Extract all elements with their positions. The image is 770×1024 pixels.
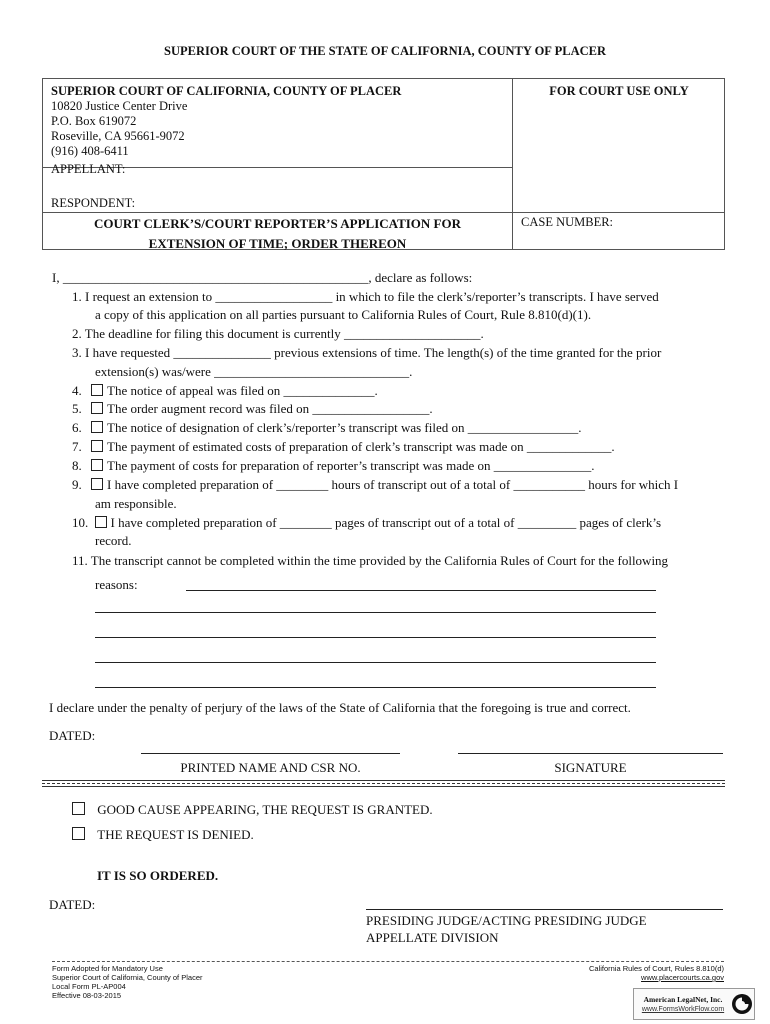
signature-line[interactable] bbox=[458, 753, 723, 754]
footer-line: Effective 08-03-2015 bbox=[52, 991, 122, 1000]
reasons-line[interactable] bbox=[95, 687, 656, 688]
court-phone: (916) 408-6411 bbox=[51, 144, 129, 158]
item-5-text: The order augment record was filed on __________________. bbox=[107, 401, 433, 416]
court-address-line: Roseville, CA 95661-9072 bbox=[51, 129, 185, 143]
item-5 bbox=[72, 401, 433, 417]
footer-line: California Rules of Court, Rules 8.810(d) bbox=[588, 964, 724, 973]
form-title-line: COURT CLERK’S/COURT REPORTER’S APPLICATION FOR bbox=[93, 216, 461, 231]
item-1-cont: a copy of this application on all parties pursuant to California Rules of Court, Rule 8.810(d)(1). bbox=[95, 307, 592, 322]
divider bbox=[42, 786, 725, 787]
footer-line: Form Adopted for Mandatory Use bbox=[52, 964, 163, 973]
item-number: 6. bbox=[72, 420, 82, 435]
dated-label: DATED: bbox=[49, 728, 96, 743]
form-title-line: EXTENSION OF TIME; ORDER THEREON bbox=[148, 236, 407, 251]
order-dated-label: DATED: bbox=[49, 897, 96, 912]
court-address-line: 10820 Justice Center Drive bbox=[51, 99, 188, 113]
item-6-checkbox[interactable] bbox=[91, 421, 103, 433]
item-4-text: The notice of appeal was filed on ______________. bbox=[107, 383, 378, 398]
divider bbox=[42, 780, 725, 781]
granted-checkbox[interactable] bbox=[72, 802, 85, 815]
divider bbox=[42, 783, 725, 784]
item-9-checkbox[interactable] bbox=[91, 478, 103, 490]
item-8-text: The payment of costs for preparation of reporter’s transcript was made on _______________. bbox=[107, 458, 595, 473]
signature-label: SIGNATURE bbox=[554, 760, 627, 775]
court-address-block bbox=[51, 84, 401, 159]
item-number: 7. bbox=[72, 439, 82, 454]
respondent-label: RESPONDENT: bbox=[51, 196, 136, 210]
publisher-link[interactable]: www.FormsWorkFlow.com bbox=[641, 1006, 725, 1013]
perjury-declaration: I declare under the penalty of perjury of the laws of the State of California that the foregoing is true and correct. bbox=[49, 700, 631, 715]
court-use-label: FOR COURT USE ONLY bbox=[549, 84, 689, 98]
item-2[interactable]: 2. The deadline for filing this document is currently _____________________. bbox=[72, 326, 484, 341]
item-9-text: I have completed preparation of ________ hours of transcript out of a total of ___________ hours for which I bbox=[107, 477, 679, 492]
item-7-text: The payment of estimated costs of preparation of clerk’s transcript was made on _____________. bbox=[107, 439, 615, 454]
caption-box bbox=[42, 78, 725, 250]
item-9-cont: am responsible. bbox=[95, 496, 177, 511]
footer-line: Superior Court of California, County of Placer bbox=[52, 973, 203, 982]
item-8 bbox=[72, 458, 595, 474]
item-number: 10. bbox=[72, 515, 89, 530]
caption-rule bbox=[43, 212, 724, 213]
item-1[interactable]: 1. I request an extension to __________________ in which to file the clerk’s/reporter’s transcripts. I have served bbox=[72, 289, 659, 304]
judge-title: PRESIDING JUDGE/ACTING PRESIDING JUDGE bbox=[366, 913, 647, 928]
publisher-badge bbox=[633, 988, 755, 1020]
item-9 bbox=[72, 477, 678, 493]
judge-signature-line[interactable] bbox=[366, 909, 723, 910]
item-10-checkbox[interactable] bbox=[95, 516, 107, 528]
reasons-label: reasons: bbox=[95, 577, 138, 592]
form-title bbox=[43, 214, 512, 254]
order-granted bbox=[72, 802, 433, 818]
court-address-line: P.O. Box 619072 bbox=[51, 114, 137, 128]
item-8-checkbox[interactable] bbox=[91, 459, 103, 471]
item-number: 9. bbox=[72, 477, 82, 492]
court-website-link[interactable]: www.placercourts.ca.gov bbox=[641, 973, 724, 982]
publisher-name: American LegalNet, Inc. bbox=[643, 995, 723, 1004]
judge-division: APPELLATE DIVISION bbox=[366, 930, 499, 945]
footer-left bbox=[52, 964, 203, 1000]
denied-label: THE REQUEST IS DENIED. bbox=[97, 827, 254, 842]
item-10-cont: record. bbox=[95, 533, 132, 548]
footer-right bbox=[520, 964, 724, 982]
footer-line: Local Form PL-AP004 bbox=[52, 982, 126, 991]
item-10 bbox=[72, 515, 661, 531]
publisher-logo-icon bbox=[731, 992, 753, 1016]
order-denied bbox=[72, 827, 254, 843]
item-4-checkbox[interactable] bbox=[91, 384, 103, 396]
printed-name-line[interactable] bbox=[141, 753, 400, 754]
denied-checkbox[interactable] bbox=[72, 827, 85, 840]
granted-label: GOOD CAUSE APPEARING, THE REQUEST IS GRANTED. bbox=[97, 802, 433, 817]
declarant-line[interactable]: I, _______________________________________________, declare as follows: bbox=[52, 270, 473, 285]
reasons-line[interactable] bbox=[186, 590, 656, 591]
item-6-text: The notice of designation of clerk’s/reporter’s transcript was filed on _________________. bbox=[107, 420, 582, 435]
footer-rule bbox=[52, 961, 724, 962]
item-number: 8. bbox=[72, 458, 82, 473]
court-name: SUPERIOR COURT OF CALIFORNIA, COUNTY OF PLACER bbox=[51, 84, 402, 98]
item-10-text: I have completed preparation of ________ pages of transcript out of a total of _________ pages of clerk’s bbox=[110, 515, 662, 530]
reasons-line[interactable] bbox=[95, 612, 656, 613]
item-11: 11. The transcript cannot be completed within the time provided by the California Rules of Court for the following bbox=[72, 553, 669, 568]
printed-name-label: PRINTED NAME AND CSR NO. bbox=[180, 760, 361, 775]
appellant-label: APPELLANT: bbox=[51, 162, 126, 176]
case-number-label: CASE NUMBER: bbox=[521, 215, 614, 229]
item-4 bbox=[72, 383, 378, 399]
page-title: SUPERIOR COURT OF THE STATE OF CALIFORNIA, COUNTY OF PLACER bbox=[164, 44, 606, 58]
item-7-checkbox[interactable] bbox=[91, 440, 103, 452]
item-3[interactable]: 3. I have requested _______________ previous extensions of time. The length(s) of the time granted for the prior bbox=[72, 345, 662, 360]
so-ordered: IT IS SO ORDERED. bbox=[97, 868, 219, 883]
reasons-line[interactable] bbox=[95, 637, 656, 638]
item-5-checkbox[interactable] bbox=[91, 402, 103, 414]
item-7 bbox=[72, 439, 615, 455]
caption-divider bbox=[512, 79, 513, 249]
item-number: 4. bbox=[72, 383, 82, 398]
reasons-line[interactable] bbox=[95, 662, 656, 663]
item-3-cont[interactable]: extension(s) was/were ______________________________. bbox=[95, 364, 413, 379]
item-number: 5. bbox=[72, 401, 82, 416]
item-6 bbox=[72, 420, 582, 436]
